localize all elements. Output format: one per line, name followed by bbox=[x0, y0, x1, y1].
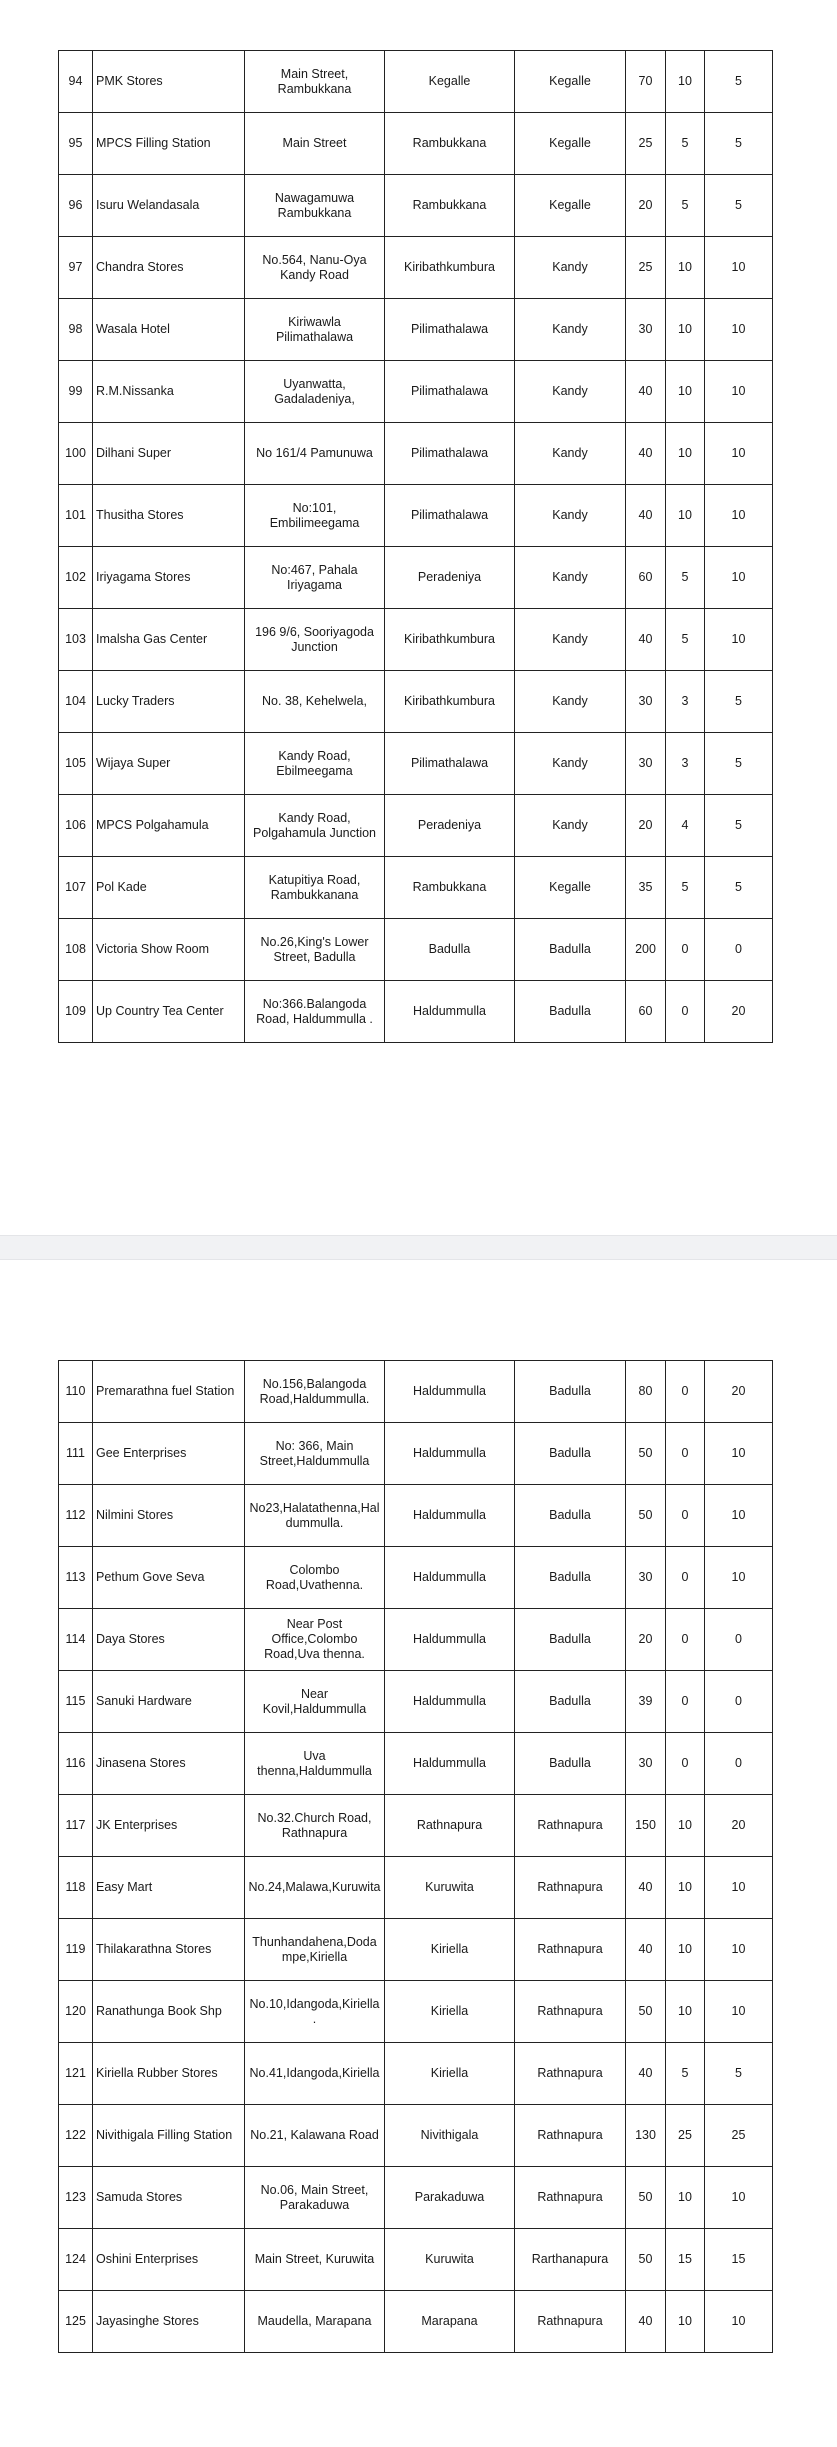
value-col-3: 15 bbox=[705, 2229, 773, 2291]
outlet-town: Haldummulla bbox=[385, 1733, 515, 1795]
value-col-2: 5 bbox=[666, 609, 705, 671]
outlet-town: Haldummulla bbox=[385, 1485, 515, 1547]
value-col-1: 25 bbox=[626, 237, 666, 299]
value-col-3: 10 bbox=[705, 1547, 773, 1609]
row-number: 97 bbox=[59, 237, 93, 299]
value-col-2: 3 bbox=[666, 671, 705, 733]
table-row bbox=[59, 1547, 773, 1609]
outlet-name: Pol Kade bbox=[93, 857, 245, 919]
row-number: 118 bbox=[59, 1857, 93, 1919]
outlet-name: Victoria Show Room bbox=[93, 919, 245, 981]
outlet-address: Near Post Office,Colombo Road,Uva thenna. bbox=[245, 1609, 385, 1671]
outlet-district: Kandy bbox=[515, 609, 626, 671]
outlet-district: Kandy bbox=[515, 361, 626, 423]
outlet-name: Nivithigala Filling Station bbox=[93, 2105, 245, 2167]
row-number: 106 bbox=[59, 795, 93, 857]
value-col-2: 5 bbox=[666, 547, 705, 609]
table-row bbox=[59, 733, 773, 795]
table-row bbox=[59, 609, 773, 671]
table-row bbox=[59, 2105, 773, 2167]
row-number: 113 bbox=[59, 1547, 93, 1609]
row-number: 105 bbox=[59, 733, 93, 795]
value-col-1: 40 bbox=[626, 485, 666, 547]
outlet-name: Oshini Enterprises bbox=[93, 2229, 245, 2291]
row-number: 94 bbox=[59, 51, 93, 113]
outlet-district: Kandy bbox=[515, 547, 626, 609]
outlet-name: Ranathunga Book Shp bbox=[93, 1981, 245, 2043]
table-row bbox=[59, 919, 773, 981]
value-col-3: 20 bbox=[705, 981, 773, 1043]
table-row bbox=[59, 51, 773, 113]
outlet-district: Badulla bbox=[515, 1361, 626, 1423]
value-col-2: 10 bbox=[666, 423, 705, 485]
outlet-district: Kandy bbox=[515, 423, 626, 485]
value-col-2: 10 bbox=[666, 237, 705, 299]
value-col-1: 40 bbox=[626, 423, 666, 485]
outlet-town: Rambukkana bbox=[385, 113, 515, 175]
outlet-district: Badulla bbox=[515, 919, 626, 981]
value-col-3: 10 bbox=[705, 299, 773, 361]
outlet-address: No:366.Balangoda Road, Haldummulla . bbox=[245, 981, 385, 1043]
table-row bbox=[59, 1733, 773, 1795]
outlet-town: Haldummulla bbox=[385, 981, 515, 1043]
outlet-town: Kiribathkumbura bbox=[385, 609, 515, 671]
outlet-name: Jinasena Stores bbox=[93, 1733, 245, 1795]
outlet-address: Thunhandahena,Dodampe,Kiriella bbox=[245, 1919, 385, 1981]
value-col-1: 20 bbox=[626, 1609, 666, 1671]
table-row bbox=[59, 1423, 773, 1485]
outlet-address: No23,Halatathenna,Haldummulla. bbox=[245, 1485, 385, 1547]
outlet-town: Haldummulla bbox=[385, 1671, 515, 1733]
outlet-address: Near Kovil,Haldummulla bbox=[245, 1671, 385, 1733]
value-col-2: 0 bbox=[666, 1547, 705, 1609]
outlet-name: Easy Mart bbox=[93, 1857, 245, 1919]
outlet-town: Haldummulla bbox=[385, 1423, 515, 1485]
value-col-3: 10 bbox=[705, 1423, 773, 1485]
outlet-district: Badulla bbox=[515, 1423, 626, 1485]
outlet-name: Thusitha Stores bbox=[93, 485, 245, 547]
outlet-address: No. 38, Kehelwela, bbox=[245, 671, 385, 733]
value-col-2: 15 bbox=[666, 2229, 705, 2291]
value-col-2: 0 bbox=[666, 981, 705, 1043]
row-number: 114 bbox=[59, 1609, 93, 1671]
outlet-district: Kegalle bbox=[515, 175, 626, 237]
value-col-1: 40 bbox=[626, 1919, 666, 1981]
outlet-district: Kandy bbox=[515, 485, 626, 547]
value-col-2: 0 bbox=[666, 1361, 705, 1423]
outlet-address: Kandy Road, Ebilmeegama bbox=[245, 733, 385, 795]
outlet-name: Jayasinghe Stores bbox=[93, 2291, 245, 2353]
row-number: 96 bbox=[59, 175, 93, 237]
table-row bbox=[59, 1857, 773, 1919]
table-row bbox=[59, 981, 773, 1043]
outlet-town: Nivithigala bbox=[385, 2105, 515, 2167]
value-col-2: 0 bbox=[666, 1733, 705, 1795]
value-col-1: 200 bbox=[626, 919, 666, 981]
outlet-address: No.21, Kalawana Road bbox=[245, 2105, 385, 2167]
value-col-3: 0 bbox=[705, 919, 773, 981]
outlet-name: Nilmini Stores bbox=[93, 1485, 245, 1547]
table-row bbox=[59, 2043, 773, 2105]
outlet-address: No.26,King's Lower Street, Badulla bbox=[245, 919, 385, 981]
outlet-district: Rathnapura bbox=[515, 2291, 626, 2353]
value-col-1: 40 bbox=[626, 1857, 666, 1919]
table-row bbox=[59, 1671, 773, 1733]
value-col-1: 30 bbox=[626, 299, 666, 361]
row-number: 102 bbox=[59, 547, 93, 609]
outlet-town: Rambukkana bbox=[385, 175, 515, 237]
table-row bbox=[59, 1361, 773, 1423]
value-col-3: 10 bbox=[705, 237, 773, 299]
outlet-district: Kandy bbox=[515, 299, 626, 361]
value-col-3: 10 bbox=[705, 1485, 773, 1547]
value-col-1: 50 bbox=[626, 1485, 666, 1547]
value-col-1: 50 bbox=[626, 1981, 666, 2043]
outlet-name: Chandra Stores bbox=[93, 237, 245, 299]
row-number: 117 bbox=[59, 1795, 93, 1857]
outlet-district: Rarthanapura bbox=[515, 2229, 626, 2291]
outlet-address: Uva thenna,Haldummulla bbox=[245, 1733, 385, 1795]
value-col-3: 0 bbox=[705, 1609, 773, 1671]
value-col-1: 40 bbox=[626, 361, 666, 423]
outlet-district: Rathnapura bbox=[515, 1919, 626, 1981]
row-number: 124 bbox=[59, 2229, 93, 2291]
value-col-3: 25 bbox=[705, 2105, 773, 2167]
table-row bbox=[59, 1795, 773, 1857]
outlet-name: MPCS Polgahamula bbox=[93, 795, 245, 857]
outlet-address: Main Street, Kuruwita bbox=[245, 2229, 385, 2291]
value-col-1: 39 bbox=[626, 1671, 666, 1733]
table-row bbox=[59, 423, 773, 485]
outlet-town: Pilimathalawa bbox=[385, 485, 515, 547]
outlet-name: Thilakarathna Stores bbox=[93, 1919, 245, 1981]
value-col-1: 50 bbox=[626, 2167, 666, 2229]
outlet-town: Kegalle bbox=[385, 51, 515, 113]
value-col-3: 10 bbox=[705, 1919, 773, 1981]
outlet-town: Kuruwita bbox=[385, 1857, 515, 1919]
row-number: 112 bbox=[59, 1485, 93, 1547]
outlet-town: Badulla bbox=[385, 919, 515, 981]
table-row bbox=[59, 175, 773, 237]
outlet-address: No.564, Nanu-Oya Kandy Road bbox=[245, 237, 385, 299]
value-col-2: 10 bbox=[666, 299, 705, 361]
value-col-3: 10 bbox=[705, 423, 773, 485]
outlet-district: Rathnapura bbox=[515, 2167, 626, 2229]
table-row bbox=[59, 1609, 773, 1671]
value-col-1: 50 bbox=[626, 2229, 666, 2291]
value-col-3: 5 bbox=[705, 113, 773, 175]
row-number: 95 bbox=[59, 113, 93, 175]
outlet-town: Peradeniya bbox=[385, 795, 515, 857]
value-col-3: 10 bbox=[705, 1857, 773, 1919]
outlet-district: Kegalle bbox=[515, 51, 626, 113]
outlet-address: No.41,Idangoda,Kiriella bbox=[245, 2043, 385, 2105]
value-col-2: 25 bbox=[666, 2105, 705, 2167]
outlet-address: Nawagamuwa Rambukkana bbox=[245, 175, 385, 237]
outlet-address: No.10,Idangoda,Kiriella. bbox=[245, 1981, 385, 2043]
value-col-2: 10 bbox=[666, 1795, 705, 1857]
value-col-1: 80 bbox=[626, 1361, 666, 1423]
value-col-2: 0 bbox=[666, 1609, 705, 1671]
value-col-1: 30 bbox=[626, 1733, 666, 1795]
outlet-town: Parakaduwa bbox=[385, 2167, 515, 2229]
table-row bbox=[59, 1485, 773, 1547]
outlet-name: MPCS Filling Station bbox=[93, 113, 245, 175]
value-col-3: 5 bbox=[705, 175, 773, 237]
table-row bbox=[59, 857, 773, 919]
outlet-address: Main Street, Rambukkana bbox=[245, 51, 385, 113]
value-col-2: 10 bbox=[666, 2167, 705, 2229]
row-number: 100 bbox=[59, 423, 93, 485]
outlet-table-page-2 bbox=[58, 1360, 773, 2353]
outlet-town: Pilimathalawa bbox=[385, 299, 515, 361]
value-col-3: 5 bbox=[705, 733, 773, 795]
value-col-3: 10 bbox=[705, 547, 773, 609]
row-number: 98 bbox=[59, 299, 93, 361]
value-col-2: 4 bbox=[666, 795, 705, 857]
row-number: 120 bbox=[59, 1981, 93, 2043]
row-number: 109 bbox=[59, 981, 93, 1043]
outlet-town: Haldummulla bbox=[385, 1547, 515, 1609]
outlet-address: No:101, Embilimeegama bbox=[245, 485, 385, 547]
value-col-2: 10 bbox=[666, 51, 705, 113]
row-number: 107 bbox=[59, 857, 93, 919]
value-col-1: 130 bbox=[626, 2105, 666, 2167]
value-col-1: 30 bbox=[626, 1547, 666, 1609]
outlet-district: Rathnapura bbox=[515, 1857, 626, 1919]
table-row bbox=[59, 2291, 773, 2353]
outlet-name: Iriyagama Stores bbox=[93, 547, 245, 609]
outlet-district: Badulla bbox=[515, 1485, 626, 1547]
value-col-1: 40 bbox=[626, 2291, 666, 2353]
row-number: 116 bbox=[59, 1733, 93, 1795]
value-col-3: 10 bbox=[705, 2167, 773, 2229]
outlet-name: Sanuki Hardware bbox=[93, 1671, 245, 1733]
row-number: 103 bbox=[59, 609, 93, 671]
value-col-2: 0 bbox=[666, 1485, 705, 1547]
outlet-name: Kiriella Rubber Stores bbox=[93, 2043, 245, 2105]
outlet-district: Kegalle bbox=[515, 113, 626, 175]
row-number: 121 bbox=[59, 2043, 93, 2105]
value-col-2: 10 bbox=[666, 485, 705, 547]
outlet-name: Up Country Tea Center bbox=[93, 981, 245, 1043]
value-col-1: 25 bbox=[626, 113, 666, 175]
document-page-2 bbox=[0, 1260, 837, 2447]
outlet-district: Badulla bbox=[515, 1733, 626, 1795]
outlet-address: Maudella, Marapana bbox=[245, 2291, 385, 2353]
outlet-address: Uyanwatta, Gadaladeniya, bbox=[245, 361, 385, 423]
table-row bbox=[59, 795, 773, 857]
outlet-name: R.M.Nissanka bbox=[93, 361, 245, 423]
outlet-table-body bbox=[59, 1361, 773, 2353]
outlet-town: Rathnapura bbox=[385, 1795, 515, 1857]
table-row bbox=[59, 547, 773, 609]
value-col-2: 3 bbox=[666, 733, 705, 795]
value-col-1: 60 bbox=[626, 547, 666, 609]
value-col-2: 10 bbox=[666, 1981, 705, 2043]
row-number: 101 bbox=[59, 485, 93, 547]
table-row bbox=[59, 671, 773, 733]
table-row bbox=[59, 237, 773, 299]
value-col-1: 70 bbox=[626, 51, 666, 113]
outlet-town: Rambukkana bbox=[385, 857, 515, 919]
outlet-town: Haldummulla bbox=[385, 1361, 515, 1423]
outlet-name: Pethum Gove Seva bbox=[93, 1547, 245, 1609]
outlet-name: Imalsha Gas Center bbox=[93, 609, 245, 671]
value-col-2: 10 bbox=[666, 1919, 705, 1981]
outlet-district: Kegalle bbox=[515, 857, 626, 919]
outlet-address: No.32.Church Road, Rathnapura bbox=[245, 1795, 385, 1857]
outlet-town: Pilimathalawa bbox=[385, 423, 515, 485]
value-col-3: 10 bbox=[705, 485, 773, 547]
row-number: 108 bbox=[59, 919, 93, 981]
value-col-1: 30 bbox=[626, 733, 666, 795]
table-row bbox=[59, 2229, 773, 2291]
outlet-district: Badulla bbox=[515, 981, 626, 1043]
outlet-town: Haldummulla bbox=[385, 1609, 515, 1671]
value-col-2: 0 bbox=[666, 1423, 705, 1485]
value-col-3: 10 bbox=[705, 609, 773, 671]
value-col-1: 50 bbox=[626, 1423, 666, 1485]
value-col-2: 5 bbox=[666, 2043, 705, 2105]
value-col-3: 20 bbox=[705, 1795, 773, 1857]
table-row bbox=[59, 485, 773, 547]
value-col-3: 5 bbox=[705, 857, 773, 919]
value-col-2: 10 bbox=[666, 361, 705, 423]
outlet-town: Marapana bbox=[385, 2291, 515, 2353]
outlet-district: Kandy bbox=[515, 733, 626, 795]
value-col-2: 0 bbox=[666, 919, 705, 981]
outlet-district: Badulla bbox=[515, 1609, 626, 1671]
value-col-1: 20 bbox=[626, 175, 666, 237]
value-col-2: 10 bbox=[666, 2291, 705, 2353]
row-number: 123 bbox=[59, 2167, 93, 2229]
outlet-district: Kandy bbox=[515, 795, 626, 857]
value-col-3: 5 bbox=[705, 2043, 773, 2105]
outlet-town: Kiriella bbox=[385, 1981, 515, 2043]
table-row bbox=[59, 1919, 773, 1981]
outlet-name: Daya Stores bbox=[93, 1609, 245, 1671]
row-number: 99 bbox=[59, 361, 93, 423]
outlet-name: PMK Stores bbox=[93, 51, 245, 113]
value-col-3: 10 bbox=[705, 361, 773, 423]
outlet-address: No: 366, Main Street,Haldummulla bbox=[245, 1423, 385, 1485]
value-col-3: 5 bbox=[705, 51, 773, 113]
outlet-name: Lucky Traders bbox=[93, 671, 245, 733]
outlet-town: Pilimathalawa bbox=[385, 361, 515, 423]
outlet-address: Kandy Road, Polgahamula Junction bbox=[245, 795, 385, 857]
outlet-address: Main Street bbox=[245, 113, 385, 175]
outlet-name: Wijaya Super bbox=[93, 733, 245, 795]
value-col-1: 40 bbox=[626, 609, 666, 671]
outlet-address: Colombo Road,Uvathenna. bbox=[245, 1547, 385, 1609]
outlet-name: Dilhani Super bbox=[93, 423, 245, 485]
outlet-table-body bbox=[59, 51, 773, 1043]
outlet-address: 196 9/6, Sooriyagoda Junction bbox=[245, 609, 385, 671]
outlet-town: Kuruwita bbox=[385, 2229, 515, 2291]
row-number: 115 bbox=[59, 1671, 93, 1733]
outlet-town: Kiriella bbox=[385, 2043, 515, 2105]
outlet-town: Kiriella bbox=[385, 1919, 515, 1981]
table-row bbox=[59, 1981, 773, 2043]
outlet-name: Gee Enterprises bbox=[93, 1423, 245, 1485]
outlet-town: Kiribathkumbura bbox=[385, 671, 515, 733]
outlet-table-page-1 bbox=[58, 50, 773, 1043]
value-col-3: 0 bbox=[705, 1671, 773, 1733]
row-number: 119 bbox=[59, 1919, 93, 1981]
value-col-3: 10 bbox=[705, 2291, 773, 2353]
value-col-3: 5 bbox=[705, 671, 773, 733]
value-col-3: 10 bbox=[705, 1981, 773, 2043]
value-col-1: 40 bbox=[626, 2043, 666, 2105]
outlet-district: Rathnapura bbox=[515, 1981, 626, 2043]
table-row bbox=[59, 2167, 773, 2229]
table-row bbox=[59, 113, 773, 175]
outlet-name: JK Enterprises bbox=[93, 1795, 245, 1857]
outlet-district: Badulla bbox=[515, 1547, 626, 1609]
outlet-address: No.156,Balangoda Road,Haldummulla. bbox=[245, 1361, 385, 1423]
outlet-district: Kandy bbox=[515, 671, 626, 733]
value-col-2: 5 bbox=[666, 113, 705, 175]
value-col-1: 60 bbox=[626, 981, 666, 1043]
outlet-address: No:467, Pahala Iriyagama bbox=[245, 547, 385, 609]
outlet-address: No.06, Main Street, Parakaduwa bbox=[245, 2167, 385, 2229]
outlet-town: Kiribathkumbura bbox=[385, 237, 515, 299]
row-number: 125 bbox=[59, 2291, 93, 2353]
outlet-name: Premarathna fuel Station bbox=[93, 1361, 245, 1423]
outlet-district: Rathnapura bbox=[515, 1795, 626, 1857]
table-row bbox=[59, 299, 773, 361]
row-number: 122 bbox=[59, 2105, 93, 2167]
outlet-name: Isuru Welandasala bbox=[93, 175, 245, 237]
outlet-district: Badulla bbox=[515, 1671, 626, 1733]
outlet-district: Rathnapura bbox=[515, 2043, 626, 2105]
value-col-2: 5 bbox=[666, 857, 705, 919]
row-number: 111 bbox=[59, 1423, 93, 1485]
value-col-1: 30 bbox=[626, 671, 666, 733]
outlet-address: Katupitiya Road, Rambukkanana bbox=[245, 857, 385, 919]
row-number: 104 bbox=[59, 671, 93, 733]
value-col-1: 35 bbox=[626, 857, 666, 919]
value-col-2: 10 bbox=[666, 1857, 705, 1919]
page-separator bbox=[0, 1235, 837, 1260]
outlet-address: No.24,Malawa,Kuruwita bbox=[245, 1857, 385, 1919]
outlet-district: Kandy bbox=[515, 237, 626, 299]
table-row bbox=[59, 361, 773, 423]
value-col-3: 5 bbox=[705, 795, 773, 857]
value-col-3: 20 bbox=[705, 1361, 773, 1423]
value-col-2: 0 bbox=[666, 1671, 705, 1733]
outlet-town: Pilimathalawa bbox=[385, 733, 515, 795]
outlet-name: Samuda Stores bbox=[93, 2167, 245, 2229]
value-col-1: 20 bbox=[626, 795, 666, 857]
outlet-address: No 161/4 Pamunuwa bbox=[245, 423, 385, 485]
outlet-name: Wasala Hotel bbox=[93, 299, 245, 361]
outlet-district: Rathnapura bbox=[515, 2105, 626, 2167]
value-col-2: 5 bbox=[666, 175, 705, 237]
outlet-address: Kiriwawla Pilimathalawa bbox=[245, 299, 385, 361]
value-col-1: 150 bbox=[626, 1795, 666, 1857]
outlet-town: Peradeniya bbox=[385, 547, 515, 609]
value-col-3: 0 bbox=[705, 1733, 773, 1795]
row-number: 110 bbox=[59, 1361, 93, 1423]
